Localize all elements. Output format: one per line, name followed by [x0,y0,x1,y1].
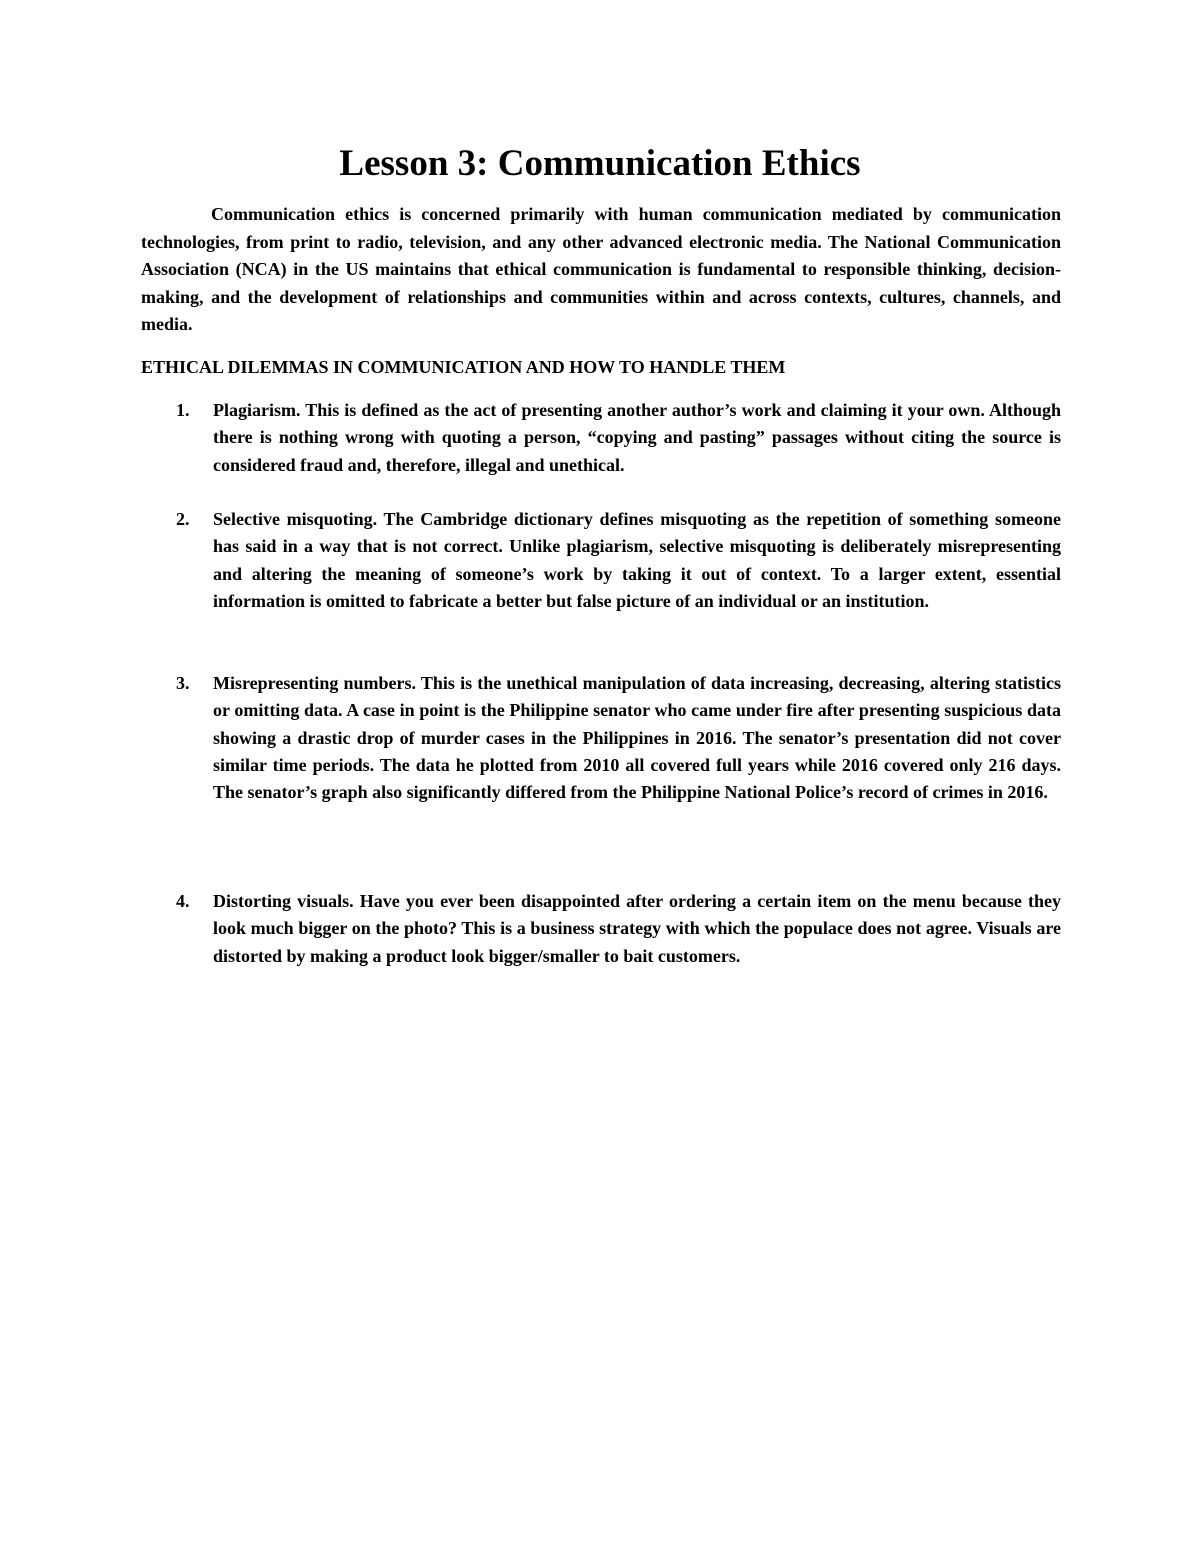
list-item-body [213,670,1061,806]
list-item-term: Plagiarism. [213,400,301,420]
list-item-term: Selective misquoting. [213,509,378,529]
list-item-body [213,888,1061,970]
list-item-term: Misrepresenting numbers. [213,673,417,693]
list-item-text: This is the unethical manipulation of data increasing, decreasing, altering statistics or omitting data. A case in point is the Philippine senator who came under fire after presenting suspicious data showing a drastic drop of murder cases in the Philippines in 2016. The senator’s presentation did not cover similar time periods. The data he plotted from 2010 all covered full years while 2016 covered only 216 days. The senator’s graph also significantly differed from the Philippine National Police’s record of crimes in 2016. [213,673,1061,803]
list-item-number: 2. [176,509,190,529]
list-item-body [213,506,1061,615]
list-item-number: 1. [176,400,190,420]
section-heading: ETHICAL DILEMMAS IN COMMUNICATION AND HOW TO HANDLE THEM [141,357,786,377]
list-item-body [213,397,1061,479]
list-item-text: Have you ever been disappointed after ordering a certain item on the menu because they look much bigger on the photo? This is a business strategy with which the populace does not agree. Visuals are distorted by making a product look bigger/smaller to bait customers. [213,891,1061,966]
intro-paragraph: Communication ethics is concerned primarily with human communication mediated by communication technologies, from print to radio, television, and any other advanced electronic media. The National Communication Association (NCA) in the US maintains that ethical communication is fundamental to responsible thinking, decision-making, and the development of relationships and communities within and across contexts, cultures, channels, and media. [141,204,1061,334]
list-item-text: This is defined as the act of presenting another author’s work and claiming it your own. Although there is nothing wrong with quoting a person, “copying and pasting” passages without citing the source is considered fraud and, therefore, illegal and unethical. [213,400,1061,475]
page-title: Lesson 3: Communication Ethics [339,143,861,184]
list-item-number: 4. [176,891,190,911]
list-item-term: Distorting visuals. [213,891,354,911]
list-item-number: 3. [176,673,190,693]
list-item-text: The Cambridge dictionary defines misquoting as the repetition of something someone has said in a way that is not correct. Unlike plagiarism, selective misquoting is deliberately misrepresenting and altering the meaning of someone’s work by taking it out of context. To a larger extent, essential information is omitted to fabricate a better but false picture of an individual or an institution. [213,509,1061,611]
